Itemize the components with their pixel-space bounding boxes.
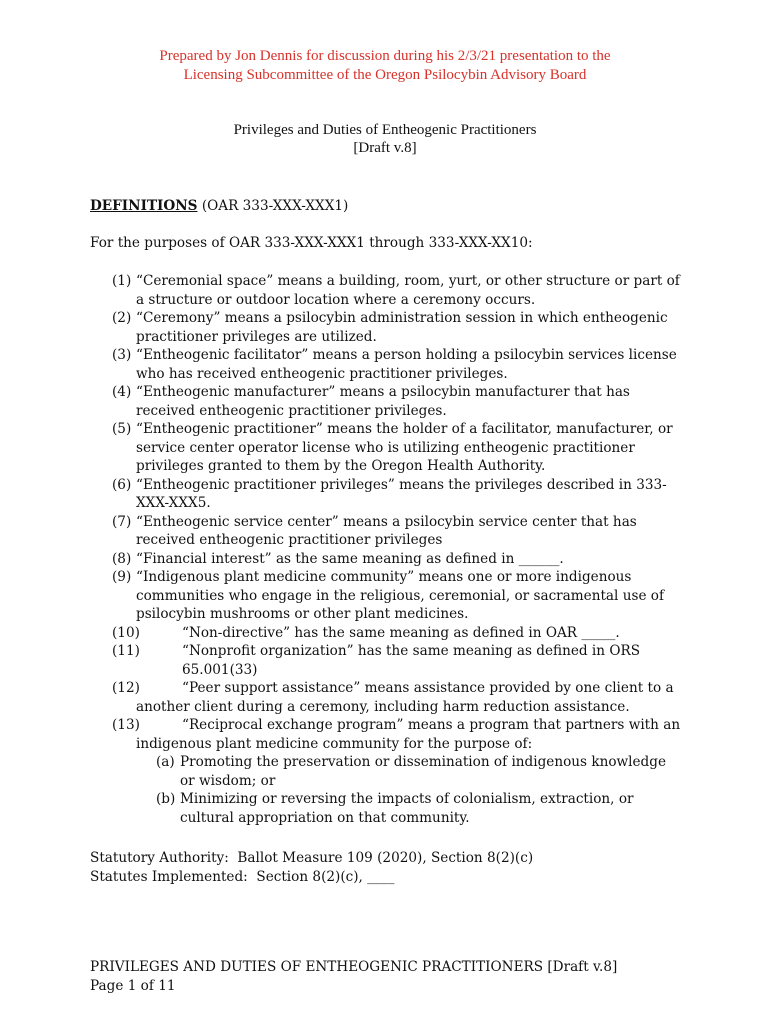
definition-number: (6) [112,476,132,493]
document-title [0,121,770,157]
definitions-intro: For the purposes of OAR 333-XXX-XXX1 through 333-XXX-XX10: [90,235,533,251]
definition-item [112,346,682,383]
definition-sub-number: (a) [156,754,175,770]
page-number: Page 1 of 11 [90,978,176,994]
definition-item [112,383,682,420]
definition-text: “Entheogenic practitioner privileges” means the privileges described in 333-XXX-XXX5. [136,476,667,511]
definition-item [112,513,682,550]
definition-number: (4) [112,384,132,400]
statutes-implemented: Statutes Implemented: Section 8(2)(c), ____ [90,868,395,885]
document-title-draft: [Draft v.8] [353,140,417,156]
definitions-heading-label: DEFINITIONS [90,198,198,214]
definition-text: “Ceremonial space” means a building, room, yurt, or other structure or part of a structure or outdoor location where a ceremony occurs. [136,273,680,308]
definition-number: (8) [112,550,132,567]
definition-item [112,272,682,309]
definitions-heading-ref: (OAR 333-XXX-XXX1) [197,198,349,214]
definition-number: (3) [112,347,132,363]
definition-text: “Reciprocal exchange program” means a program that partners with an indigenous plant medicine community for the purpose of: [136,717,681,752]
definition-item [112,716,682,753]
definition-text: “Nonprofit organization” has the same meaning as defined in ORS 65.001(33) [182,643,641,678]
definition-item [112,679,682,716]
presentation-note-line-2: Licensing Subcommittee of the Oregon Psilocybin Advisory Board [183,67,587,83]
definition-item [112,642,682,679]
definition-number: (1) [112,273,132,289]
definition-item [112,309,682,346]
definition-item [112,420,682,476]
presentation-note [0,47,770,85]
statutory-authority: Statutory Authority: Ballot Measure 109 (2020), Section 8(2)(c) [90,850,534,866]
definition-text: “Indigenous plant medicine community” means one or more indigenous communities who engage in the religious, ceremonial, or sacramental use of psilocybin mushrooms or other plant medicines. [136,569,665,622]
definition-number: (13) [112,717,140,733]
definition-sub-number: (b) [156,791,176,807]
document-title-line-1: Privileges and Duties of Entheogenic Practitioners [233,122,537,138]
definition-number: (5) [112,421,132,437]
footer-title: PRIVILEGES AND DUTIES OF ENTHEOGENIC PRACTITIONERS [Draft v.8] [90,959,618,975]
definition-number: (10) [112,624,140,641]
definition-text: “Entheogenic facilitator” means a person holding a psilocybin services license who has received entheogenic practitioner privileges. [136,347,677,382]
definitions-heading [90,197,348,216]
definition-text: “Entheogenic service center” means a psilocybin service center that has received entheogenic practitioner privileges [136,513,637,548]
definitions-list [112,272,682,827]
definition-sub-item [156,790,682,827]
definition-text: “Peer support assistance” means assistance provided by one client to a another client during a ceremony, including harm reduction assistance. [136,680,674,715]
definition-text: “Entheogenic practitioner” means the holder of a facilitator, manufacturer, or service center operator license who is utilizing entheogenic practitioner privileges granted to them by the Oregon Health Authority. [136,421,673,474]
definition-text: “Non-directive” has the same meaning as defined in OAR _____. [182,624,620,641]
definition-number: (11) [112,643,140,659]
definition-sub-text: Minimizing or reversing the impacts of colonialism, extraction, or cultural appropriation on that community. [180,791,634,826]
definition-number: (2) [112,310,132,326]
definition-text: “Financial interest” as the same meaning as defined in ______. [136,550,564,567]
definition-number: (7) [112,513,132,530]
statutes-block [90,849,533,886]
definition-number: (9) [112,569,132,585]
definition-item [112,624,682,643]
definition-text: “Ceremony” means a psilocybin administration session in which entheogenic practitioner privileges are utilized. [136,310,668,345]
definition-sub-text: Promoting the preservation or dissemination of indigenous knowledge or wisdom; or [180,754,666,789]
definition-item [112,476,682,513]
presentation-note-line-1: Prepared by Jon Dennis for discussion during his 2/3/21 presentation to the [159,48,611,64]
definition-item [112,568,682,624]
definition-number: (12) [112,680,140,696]
definition-sub-item [156,753,682,790]
definition-text: “Entheogenic manufacturer” means a psilocybin manufacturer that has received entheogenic practitioner privileges. [136,384,630,419]
definition-item [112,550,682,569]
